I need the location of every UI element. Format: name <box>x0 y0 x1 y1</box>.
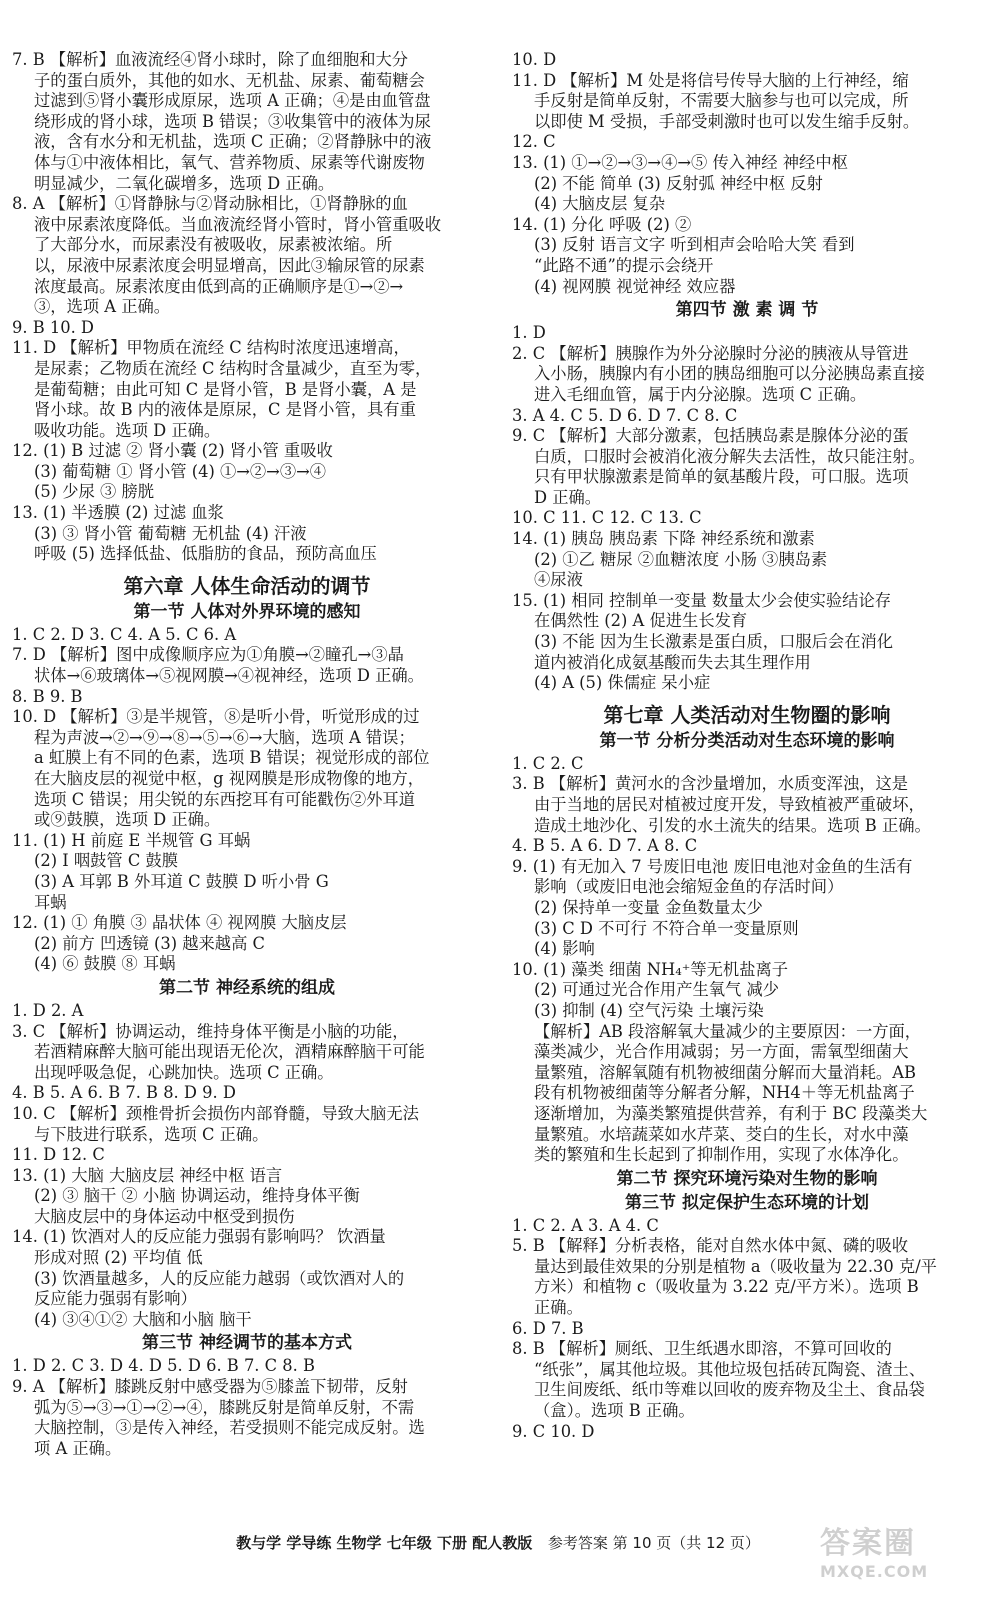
answer-line: (4) A (5) 侏儒症 呆小症 <box>534 673 711 693</box>
answer-line: 在偶然性 (2) A 促进生长发育 <box>534 611 748 631</box>
answer-line: (2) 保持单一变量 金鱼数量太少 <box>534 897 763 917</box>
answer-line: 12. (1) B 过滤 ② 肾小囊 (2) 肾小管 重吸收 <box>12 441 333 461</box>
answer-line: 形成对照 (2) 平均值 低 <box>34 1248 203 1268</box>
answer-line: 14. (1) 饮酒对人的反应能力强弱有影响吗？ 饮酒量 <box>12 1227 386 1247</box>
answer-line: “纸张”，属其他垃圾。其他垃圾包括砖瓦陶瓷、渣土、 <box>534 1359 926 1379</box>
answer-line: (4) ③④①② 大脑和小脑 脑干 <box>34 1309 252 1329</box>
answer-line: 段有机物被细菌等分解者分解，NH4＋等无机盐离子 <box>534 1083 915 1103</box>
answer-line: 卫生间废纸、纸巾等难以回收的废弃物及尘土、食品袋 <box>534 1380 925 1400</box>
answer-line: 肾小球。故 B 内的液体是原尿，C 是肾小管，具有重 <box>34 400 416 420</box>
answer-line: 影响（或废旧电池会缩短金鱼的存活时间） <box>534 877 844 897</box>
chapter-heading: 第六章 人体生命活动的调节 <box>123 573 371 598</box>
answer-line: 10. D <box>512 50 557 69</box>
answer-line: 7. D 【解析】图中成像顺序应为①角膜→②瞳孔→③晶 <box>12 645 404 665</box>
answer-line: 【解析】AB 段溶解氧大量减少的主要原因：一方面， <box>534 1021 922 1041</box>
answer-line: 类的繁殖和生长起到了抑制作用，实现了水体净化。 <box>534 1145 909 1165</box>
answer-line: 3. C 【解析】协调运动，维持身体平衡是小脑的功能， <box>12 1021 409 1041</box>
answer-line: 2. C 【解析】胰腺作为外分泌腺时分泌的胰液从导管进 <box>512 343 909 363</box>
answer-line: 了大部分水，而尿素没有被吸收，尿素被浓缩。所 <box>34 235 393 255</box>
answer-line: 出现呼吸急促，心跳加快。选项 C 正确。 <box>34 1062 334 1082</box>
answer-line: 以，尿液中尿素浓度会明显增高，因此③输尿管的尿素 <box>34 255 425 275</box>
answer-line: 11. D 【解析】甲物质在流经 C 结构时浓度迅速增高， <box>12 338 410 358</box>
answer-line: 量达到最佳效果的分别是植物 a（吸收量为 22.30 克/平 <box>534 1256 937 1276</box>
answer-line: 3. A 4. C 5. D 6. D 7. C 8. C <box>512 405 738 425</box>
answer-line: 状体→⑥玻璃体→⑤视网膜→④视神经，选项 D 正确。 <box>34 666 424 686</box>
answer-line: (4) ⑥ 鼓膜 ⑧ 耳蜗 <box>34 954 176 974</box>
answer-line: 12. (1) ① 角膜 ③ 晶状体 ④ 视网膜 大脑皮层 <box>12 913 347 933</box>
answer-line: 1. D <box>512 323 546 343</box>
answer-line: (3) 葡萄糖 ① 肾小管 (4) ①→②→③→④ <box>34 461 327 481</box>
answer-line: 逐渐增加，为藻类繁殖提供营养，有利于 BC 段藻类大 <box>534 1103 928 1123</box>
section-heading: 第三节 神经调节的基本方式 <box>142 1333 352 1354</box>
answer-line: (3) 饮酒量越多，人的反应能力越弱（或饮酒对人的 <box>34 1268 405 1288</box>
answer-line: (3) C D 不可行 不符合单一变量原则 <box>534 918 799 938</box>
answer-line: 8. B 【解析】厕纸、卫生纸遇水即溶，不算可回收的 <box>512 1339 892 1359</box>
answer-line: 9. A 【解析】膝跳反射中感受器为⑤膝盖下韧带，反射 <box>12 1377 408 1397</box>
answer-line: 由于当地的居民对植被过度开发，导致植被严重破坏， <box>534 795 925 814</box>
answer-line: 量繁殖，溶解氧随有机物被细菌分解而大量消耗。AB <box>534 1062 916 1082</box>
answer-line: 或⑨鼓膜，选项 D 正确。 <box>34 810 221 830</box>
answer-line: (4) 大脑皮层 复杂 <box>534 194 666 214</box>
answer-line: 1. C 2. D 3. C 4. A 5. C 6. A <box>12 624 237 644</box>
answer-line: 11. (1) H 前庭 E 半规管 G 耳蜗 <box>12 830 251 850</box>
answer-line: 子的蛋白质外，其他的如水、无机盐、尿素、葡萄糖会 <box>34 70 425 90</box>
answer-line: 4. B 5. A 6. D 7. A 8. C <box>512 836 698 856</box>
answer-line: 以即使 M 受损，手部受刺激时也可以发生缩手反射。 <box>534 111 920 131</box>
answer-line: 1. D 2. C 3. D 4. D 5. D 6. B 7. C 8. B <box>12 1356 315 1376</box>
answer-line: 是葡萄糖；由此可知 C 是肾小管，B 是肾小囊，A 是 <box>34 379 417 399</box>
answer-line: 量繁殖。水培蔬菜如水芹菜、茭白的生长，对水中藻 <box>534 1124 909 1144</box>
answer-line: 只有甲状腺激素是简单的氨基酸片段，可口服。选项 <box>534 467 909 487</box>
answer-line: (3) 不能 因为生长激素是蛋白质，口服后会在消化 <box>534 632 894 652</box>
answer-line: 9. C 10. D <box>512 1421 595 1441</box>
answer-line: 绕形成的肾小球，选项 B 错误；③收集管中的液体为尿 <box>34 111 431 131</box>
answer-line: 1. C 2. A 3. A 4. C <box>512 1215 659 1235</box>
answer-line: (3) ③ 肾小管 葡萄糖 无机盐 (4) 汗液 <box>34 523 307 543</box>
answer-line: 在大脑皮层的视觉中枢，g 视网膜是形成物像的地方， <box>34 769 425 788</box>
answer-line: 正确。 <box>534 1298 583 1318</box>
right-answer-column <box>512 50 982 1442</box>
answer-line: 项 A 正确。 <box>34 1438 122 1458</box>
answer-line: 大脑控制，③是传入神经，若受损则不能完成反射。选 <box>34 1418 425 1438</box>
answer-line: (5) 少尿 ③ 膀胱 <box>34 482 154 502</box>
answer-line: 9. (1) 有无加入 7 号废旧电池 废旧电池对金鱼的生活有 <box>512 856 913 876</box>
answer-line: 液中尿素浓度降低。当血液流经肾小管时，肾小管重吸收 <box>34 214 442 234</box>
answer-line: 反应能力强弱有影响） <box>34 1289 197 1309</box>
section-heading: 第三节 拟定保护生态环境的计划 <box>625 1192 869 1213</box>
watermark-logo <box>820 1518 990 1598</box>
answer-line: 11. D 【解析】M 处是将信号传导大脑的上行神经，缩 <box>512 70 909 90</box>
answer-line: 1. C 2. C <box>512 753 584 773</box>
chapter-heading: 第七章 人类活动对生物圈的影响 <box>603 702 891 727</box>
answer-line: 入小肠，胰腺内有小团的胰岛细胞可以分泌胰岛素直接 <box>534 364 925 384</box>
answer-line: 5. B 【解释】分析表格，能对自然水体中氮、磷的吸收 <box>512 1236 909 1256</box>
answer-line: (2) ③ 脑干 ② 小脑 协调运动，维持身体平衡 <box>34 1186 360 1206</box>
answer-line: (2) 不能 简单 (3) 反射弧 神经中枢 反射 <box>534 173 823 193</box>
answer-line: 选项 C 错误；用尖锐的东西挖耳有可能戳伤②外耳道 <box>34 789 415 809</box>
answer-line: 手反射是简单反射，不需要大脑参与也可以完成，所 <box>534 91 909 111</box>
section-heading: 第一节 人体对外界环境的感知 <box>133 601 361 622</box>
answer-line: 10. C 11. C 12. C 13. C <box>512 508 702 528</box>
answer-line: （盒）。选项 B 正确。 <box>534 1401 695 1421</box>
answer-line: “此路不通”的提示会绕开 <box>534 255 714 275</box>
answer-line: 若酒精麻醉大脑可能出现语无伦次，酒精麻醉脑干可能 <box>34 1042 425 1062</box>
answer-line: 9. C 【解析】大部分激素，包括胰岛素是腺体分泌的蛋 <box>512 426 909 446</box>
answer-line: 藻类减少，光合作用减弱；另一方面，需氧型细菌大 <box>534 1042 909 1062</box>
answer-line: 吸收功能。选项 D 正确。 <box>34 420 221 440</box>
answer-line: 造成土地沙化、引发的水土流失的结果。选项 B 正确。 <box>534 815 931 835</box>
answer-line: 8. B 9. B <box>12 686 83 706</box>
answer-line: 程为声波→②→⑨→⑧→⑤→⑥→大脑，选项 A 错误； <box>34 727 415 747</box>
answer-line: (4) 影响 <box>534 939 595 959</box>
answer-line: 液，含有水分和无机盐，选项 C 正确；②肾静脉中的液 <box>34 132 432 152</box>
watermark-url: MXQE.COM <box>820 1562 929 1581</box>
answer-line: 6. D 7. B <box>512 1318 584 1338</box>
section-heading: 第二节 探究环境污染对生物的影响 <box>616 1168 878 1189</box>
answer-line: 11. D 12. C <box>12 1145 105 1165</box>
answer-line: (2) ①乙 糖尿 ②血糖浓度 小肠 ③胰岛素 <box>534 549 828 569</box>
answer-line: 与下肢进行联系，选项 C 正确。 <box>34 1124 269 1144</box>
answer-line: 进入毛细血管，属于内分泌腺。选项 C 正确。 <box>534 384 867 404</box>
section-heading: 第四节 激 素 调 节 <box>675 300 819 321</box>
answer-line: 过滤到⑤肾小囊形成原尿，选项 A 正确；④是由血管盘 <box>34 91 431 111</box>
footer-book-title: 教与学 学导练 生物学 七年级 下册 配人教版 <box>236 1534 533 1552</box>
answer-line: 13. (1) 半透膜 (2) 过滤 血浆 <box>12 503 224 523</box>
answer-line: 8. A 【解析】①肾静脉与②肾动脉相比，①肾静脉的血 <box>12 194 408 214</box>
answer-line: 9. B 10. D <box>12 317 94 337</box>
answer-line: (2) 可通过光合作用产生氧气 减少 <box>534 980 780 1000</box>
answer-line: 浓度最高。尿素浓度由低到高的正确顺序是①→②→ <box>34 276 404 296</box>
section-heading: 第一节 分析分类活动对生态环境的影响 <box>599 730 895 751</box>
answer-line: (3) 反射 语言文字 听到相声会哈哈大笑 看到 <box>534 235 855 255</box>
watermark-text: 答案圈 <box>820 1526 916 1561</box>
answer-line: 10. D 【解析】③是半规管，⑧是听小骨，听觉形成的过 <box>12 707 420 727</box>
section-heading: 第二节 神经系统的组成 <box>159 977 335 998</box>
answer-line: ③，选项 A 正确。 <box>34 297 171 317</box>
answer-line: 10. (1) 藻类 细菌 NH₄⁺等无机盐离子 <box>512 959 789 979</box>
answer-line: ④尿液 <box>534 570 583 590</box>
answer-line: (2) I 咽鼓管 C 鼓膜 <box>34 851 179 871</box>
answer-line: 方米）和植物 c（吸收量为 3.22 克/平方米）。选项 B <box>534 1277 919 1297</box>
answer-line: 15. (1) 相同 控制单一变量 数量太少会使实验结论存 <box>512 590 892 610</box>
answer-line: 明显减少，二氧化碳增多，选项 D 正确。 <box>34 173 335 193</box>
answer-line: 14. (1) 胰岛 胰岛素 下降 神经系统和激素 <box>512 529 815 549</box>
answer-line: 耳蜗 <box>34 892 67 912</box>
answer-line: (4) 视网膜 视觉神经 效应器 <box>534 276 736 296</box>
answer-line: 白质，口服时会被消化液分解失去活性，故只能注射。 <box>534 446 925 466</box>
answer-line: (3) 抑制 (4) 空气污染 土壤污染 <box>534 1000 764 1020</box>
answer-line: 12. C <box>512 132 556 152</box>
answer-line: 道内被消化成氨基酸而失去其生理作用 <box>534 652 811 672</box>
answer-line: 呼吸 (5) 选择低盐、低脂肪的食品，预防高血压 <box>34 544 377 564</box>
answer-line: 体与①中液体相比，氧气、营养物质、尿素等代谢废物 <box>34 152 425 172</box>
answer-line: (3) A 耳郭 B 外耳道 C 鼓膜 D 听小骨 G <box>34 871 329 891</box>
footer-page-number: 参考答案 第 10 页（共 12 页） <box>547 1534 760 1552</box>
answer-line: 3. B 【解析】黄河水的含沙量增加，水质变浑浊，这是 <box>512 774 909 794</box>
answer-line: 大脑皮层中的身体运动中枢受到损伤 <box>34 1206 295 1226</box>
answer-line: D 正确。 <box>534 487 602 507</box>
answer-line: 4. B 5. A 6. B 7. B 8. D 9. D <box>12 1083 236 1103</box>
answer-line: (2) 前方 凹透镜 (3) 越来越高 C <box>34 933 265 953</box>
answer-line: a 虹膜上有不同的色素，选项 B 错误；视觉形成的部位 <box>34 748 430 768</box>
left-answer-column <box>12 50 482 1459</box>
answer-line: 7. B 【解析】血液流经④肾小球时，除了血细胞和大分 <box>12 50 409 69</box>
answer-line: 14. (1) 分化 呼吸 (2) ② <box>512 214 692 234</box>
answer-line: 13. (1) ①→②→③→④→⑤ 传入神经 神经中枢 <box>512 152 848 172</box>
answer-line: 1. D 2. A <box>12 1000 84 1020</box>
answer-line: 13. (1) 大脑 大脑皮层 神经中枢 语言 <box>12 1165 283 1185</box>
answer-line: 10. C 【解析】颈椎骨折会损伤内部脊髓，导致大脑无法 <box>12 1103 419 1123</box>
answer-line: 是尿素；乙物质在流经 C 结构时含量减少，直至为零， <box>34 358 432 378</box>
answer-line: 弧为⑤→③→①→②→④，膝跳反射是简单反射，不需 <box>34 1397 415 1417</box>
